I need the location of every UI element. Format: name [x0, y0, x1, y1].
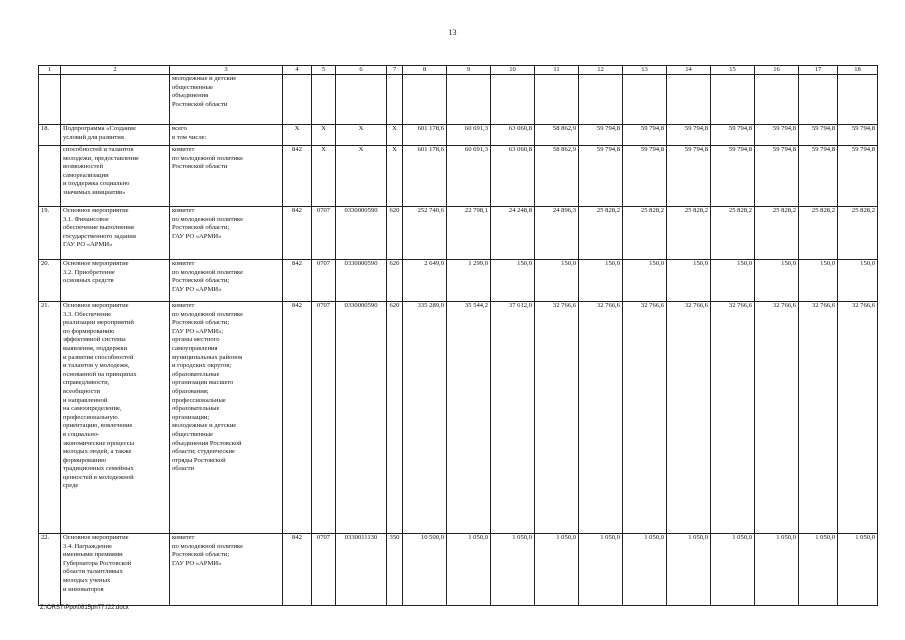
column-header: 1 — [39, 66, 61, 75]
table-cell — [755, 75, 799, 125]
table-cell: 150,0 — [579, 260, 623, 302]
table-cell: 59 794,8 — [711, 125, 755, 146]
table-cell: 32 766,6 — [711, 302, 755, 534]
column-header: 3 — [170, 66, 283, 75]
table-cell: комитет по молодежной политике Ростовской области; ГАУ РО «АРМИ» — [170, 207, 283, 260]
table-cell: 32 766,6 — [535, 302, 579, 534]
table-cell: 0707 — [312, 534, 336, 606]
column-header: 9 — [447, 66, 491, 75]
column-header: 10 — [491, 66, 535, 75]
table-cell: Х — [336, 146, 387, 207]
table-cell — [491, 75, 535, 125]
table-cell: всего в том числе: — [170, 125, 283, 146]
table-cell: 25 828,2 — [579, 207, 623, 260]
table-cell — [838, 75, 878, 125]
budget-table — [38, 65, 878, 606]
table-cell: Основное мероприятие 3.2. Приобретение основных средств — [61, 260, 170, 302]
table-cell: 22 798,1 — [447, 207, 491, 260]
table-cell: 25 828,2 — [711, 207, 755, 260]
column-header: 17 — [799, 66, 838, 75]
table-row — [39, 207, 878, 260]
table-cell: 37 612,0 — [491, 302, 535, 534]
table-cell: 1 050,0 — [799, 534, 838, 606]
table-row — [39, 75, 878, 125]
column-header: 7 — [387, 66, 403, 75]
table-cell: 19. — [39, 207, 61, 260]
table-cell: 25 828,2 — [755, 207, 799, 260]
column-header: 2 — [61, 66, 170, 75]
column-header: 18 — [838, 66, 878, 75]
table-cell: 32 766,6 — [755, 302, 799, 534]
table-cell: 10 500,0 — [403, 534, 447, 606]
table-cell — [623, 75, 667, 125]
column-header: 4 — [283, 66, 312, 75]
table-cell: 1 299,0 — [447, 260, 491, 302]
table-cell: 335 289,0 — [403, 302, 447, 534]
table-cell: 150,0 — [667, 260, 711, 302]
table-cell: способностей и талантов молодежи, предоставление возможностей самореализации и поддержка социально значимых инициатив» — [61, 146, 170, 207]
table-cell: 0330000590 — [336, 302, 387, 534]
table-cell: Х — [336, 125, 387, 146]
table-cell: 842 — [283, 207, 312, 260]
table-cell: 620 — [387, 207, 403, 260]
table-cell: комитет по молодежной политике Ростовской области — [170, 146, 283, 207]
table-cell: 59 794,8 — [667, 146, 711, 207]
column-header: 8 — [403, 66, 447, 75]
table-cell: 150,0 — [623, 260, 667, 302]
table-cell: 32 766,6 — [579, 302, 623, 534]
column-header: 15 — [711, 66, 755, 75]
column-header: 13 — [623, 66, 667, 75]
table-cell: 150,0 — [491, 260, 535, 302]
table-cell: 0707 — [312, 302, 336, 534]
table-cell: Х — [283, 125, 312, 146]
table-cell: 59 794,8 — [838, 146, 878, 207]
table-cell: 59 794,8 — [838, 125, 878, 146]
table-cell: 63 060,8 — [491, 146, 535, 207]
table-cell: 842 — [283, 534, 312, 606]
column-header: 11 — [535, 66, 579, 75]
table-cell: 1 050,0 — [491, 534, 535, 606]
table-cell: 842 — [283, 302, 312, 534]
table-cell: 252 740,6 — [403, 207, 447, 260]
table-cell: 59 794,8 — [623, 146, 667, 207]
table-cell: 150,0 — [838, 260, 878, 302]
column-header: 6 — [336, 66, 387, 75]
table-cell: 1 050,0 — [535, 534, 579, 606]
table-cell: 0330000590 — [336, 207, 387, 260]
table-cell: 601 178,6 — [403, 146, 447, 207]
table-cell: 59 794,8 — [755, 146, 799, 207]
table-cell: 25 828,2 — [667, 207, 711, 260]
table-cell: 0330000590 — [336, 260, 387, 302]
table-cell — [283, 75, 312, 125]
table-cell: 1 050,0 — [667, 534, 711, 606]
column-header: 16 — [755, 66, 799, 75]
table-cell: 58 862,9 — [535, 146, 579, 207]
table-cell: Х — [387, 146, 403, 207]
file-path-footer: Z:\ORST\Ppo\0815ph77.f22.docx — [40, 605, 129, 611]
table-cell — [403, 75, 447, 125]
table-cell — [711, 75, 755, 125]
table-cell: 32 766,6 — [623, 302, 667, 534]
table-cell — [579, 75, 623, 125]
table-cell: Х — [387, 125, 403, 146]
table-cell: 21. — [39, 302, 61, 534]
table-cell: Х — [312, 125, 336, 146]
table-cell: 0707 — [312, 207, 336, 260]
table-cell: 59 794,8 — [667, 125, 711, 146]
table-cell: 58 862,9 — [535, 125, 579, 146]
table-cell: 32 766,6 — [838, 302, 878, 534]
table-cell: 63 060,8 — [491, 125, 535, 146]
table-cell: 32 766,6 — [667, 302, 711, 534]
table-cell: 25 828,2 — [799, 207, 838, 260]
table-cell: Основное мероприятие 3.3. Обеспечение реализации мероприятий по формированию эффективной системы выявления, поддержки и развития способностей и талантов у молодежи, основанной на принципах справедливости, всеобщности и направленной на самоопределение, профессиональную ориентацию, вовлечение в социально- экономические процессы молодых людей, а также формированию традиционных семейных ценностей в молодежной среде — [61, 302, 170, 534]
table-cell: 150,0 — [799, 260, 838, 302]
table-row — [39, 302, 878, 534]
header-row — [39, 66, 878, 75]
table-cell: 350 — [387, 534, 403, 606]
table-cell: 1 050,0 — [579, 534, 623, 606]
table-cell: 842 — [283, 146, 312, 207]
table-cell: 620 — [387, 260, 403, 302]
table-cell: 150,0 — [711, 260, 755, 302]
table-cell: 24 896,3 — [535, 207, 579, 260]
table-row — [39, 534, 878, 606]
table-cell: молодежные и детские общественные объединения Ростовской области — [170, 75, 283, 125]
table-cell — [387, 75, 403, 125]
table-cell: комитет по молодежной политике Ростовской области; ГАУ РО «АРМИ»; органы местного самоуправления муниципальных районов и городских округов; образовательные организации высшего образования; профессиональные образовательные организации; молодежные и детские общественные объединения Ростовской области; студенческие отряды Ростовской области — [170, 302, 283, 534]
table-cell: 0707 — [312, 260, 336, 302]
table-cell: комитет по молодежной политике Ростовской области; ГАУ РО «АРМИ» — [170, 260, 283, 302]
table-cell: 59 794,8 — [755, 125, 799, 146]
table-cell: 1 050,0 — [838, 534, 878, 606]
table-cell: 59 794,8 — [623, 125, 667, 146]
table-row — [39, 125, 878, 146]
table-cell: 59 794,8 — [799, 125, 838, 146]
table-cell: 59 794,8 — [711, 146, 755, 207]
table-cell — [39, 75, 61, 125]
table-cell: 842 — [283, 260, 312, 302]
table-cell: 601 178,6 — [403, 125, 447, 146]
table-cell: Основное мероприятие 3.4. Награждение именными премиями Губернатора Ростовской области талантливых молодых ученых и инноваторов — [61, 534, 170, 606]
table-cell: 60 691,3 — [447, 125, 491, 146]
table-cell — [312, 75, 336, 125]
table-cell: 20. — [39, 260, 61, 302]
table-cell: 59 794,8 — [579, 146, 623, 207]
page-number: 13 — [448, 28, 457, 37]
table-cell — [667, 75, 711, 125]
table-cell: 24 248,8 — [491, 207, 535, 260]
column-header: 14 — [667, 66, 711, 75]
table-cell — [535, 75, 579, 125]
table-cell: 1 050,0 — [755, 534, 799, 606]
table-cell — [799, 75, 838, 125]
table-cell: 1 050,0 — [623, 534, 667, 606]
table-cell: 620 — [387, 302, 403, 534]
table-row — [39, 146, 878, 207]
table-cell — [39, 146, 61, 207]
table-cell: Х — [312, 146, 336, 207]
column-header: 5 — [312, 66, 336, 75]
table-cell: Подпрограмма «Создание условий для развития — [61, 125, 170, 146]
table-cell: 0330011130 — [336, 534, 387, 606]
table-cell: 1 050,0 — [711, 534, 755, 606]
table-cell: 2 649,0 — [403, 260, 447, 302]
table-cell: 150,0 — [535, 260, 579, 302]
table-cell: 18. — [39, 125, 61, 146]
table-cell: 1 050,0 — [447, 534, 491, 606]
table-cell: 150,0 — [755, 260, 799, 302]
table-cell: 59 794,8 — [579, 125, 623, 146]
table-cell: 32 766,6 — [799, 302, 838, 534]
table-cell: 60 691,3 — [447, 146, 491, 207]
table-cell: 25 828,2 — [623, 207, 667, 260]
table-cell: комитет по молодежной политике Ростовской области; ГАУ РО «АРМИ» — [170, 534, 283, 606]
table-cell — [447, 75, 491, 125]
table-cell: 25 828,2 — [838, 207, 878, 260]
table-cell — [61, 75, 170, 125]
table-cell — [336, 75, 387, 125]
table-cell: Основное мероприятие 3.1. Финансовое обеспечение выполнения государственного задания ГАУ РО «АРМИ» — [61, 207, 170, 260]
table-cell: 59 794,8 — [799, 146, 838, 207]
table-cell: 22. — [39, 534, 61, 606]
table-row — [39, 260, 878, 302]
column-header: 12 — [579, 66, 623, 75]
table-cell: 35 544,2 — [447, 302, 491, 534]
